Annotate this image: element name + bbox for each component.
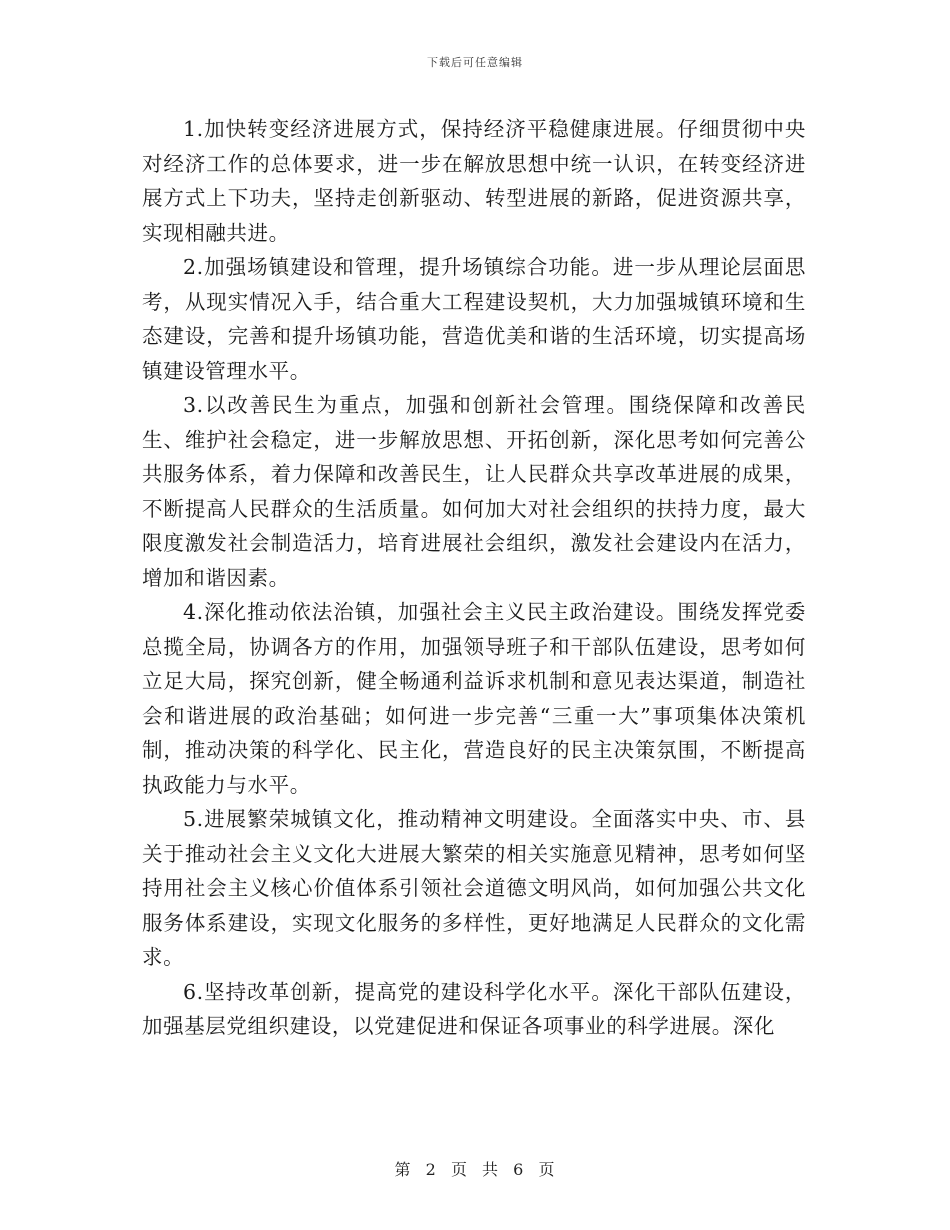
footer-prefix: 第: [394, 1160, 412, 1179]
header-note: 下载后可任意编辑: [427, 56, 523, 69]
paragraph-1: 1.加快转变经济进展方式，保持经济平稳健康进展。仔细贯彻中央对经济工作的总体要求，进一步在解放思想中统一认识，在转变经济进展方式上下功夫，坚持走创新驱动、转型进展的新路，促进资源共享，实现相融共进。: [142, 117, 806, 245]
footer-total-word: 共: [482, 1160, 500, 1179]
footer-suffix: 页: [538, 1160, 556, 1179]
footer-page-word: 页: [450, 1160, 468, 1179]
paragraph-2: 2.加强场镇建设和管理，提升场镇综合功能。进一步从理论层面思考，从现实情况入手，结合重大工程建设契机，大力加强城镇环境和生态建设，完善和提升场镇功能，营造优美和谐的生活环境，切实提高场镇建设管理水平。: [142, 255, 806, 383]
total-pages-number: 6: [513, 1160, 525, 1179]
paragraph-5: 5.进展繁荣城镇文化，推动精神文明建设。全面落实中央、市、县关于推动社会主义文化大进展大繁荣的相关实施意见精神，思考如何坚持用社会主义核心价值体系引领社会道德文明风尚，如何加强公共文化服务体系建设，实现文化服务的多样性，更好地满足人民群众的文化需求。: [142, 807, 806, 969]
page-footer: [0, 1157, 950, 1180]
paragraph-6: 6.坚持改革创新，提高党的建设科学化水平。深化干部队伍建设，加强基层党组织建设，以党建促进和保证各项事业的科学进展。深化: [142, 979, 806, 1038]
paragraph-4: 4.深化推动依法治镇，加强社会主义民主政治建设。围绕发挥党委总揽全局，协调各方的作用，加强领导班子和干部队伍建设，思考如何立足大局，探究创新，健全畅通利益诉求机制和意见表达渠道，制造社会和谐进展的政治基础；如何进一步完善“三重一大”事项集体决策机制，推动决策的科学化、民主化，营造良好的民主决策氛围，不断提高执政能力与水平。: [142, 600, 806, 797]
document-body: [142, 112, 806, 1044]
paragraph-3: 3.以改善民生为重点，加强和创新社会管理。围绕保障和改善民生、维护社会稳定，进一步解放思想、开拓创新，深化思考如何完善公共服务体系，着力保障和改善民生，让人民群众共享改革进展的成果，不断提高人民群众的生活质量。如何加大对社会组织的扶持力度，最大限度激发社会制造活力，培育进展社会组织，激发社会建设内在活力，增加和谐因素。: [142, 393, 806, 590]
current-page-number: 2: [425, 1160, 437, 1179]
